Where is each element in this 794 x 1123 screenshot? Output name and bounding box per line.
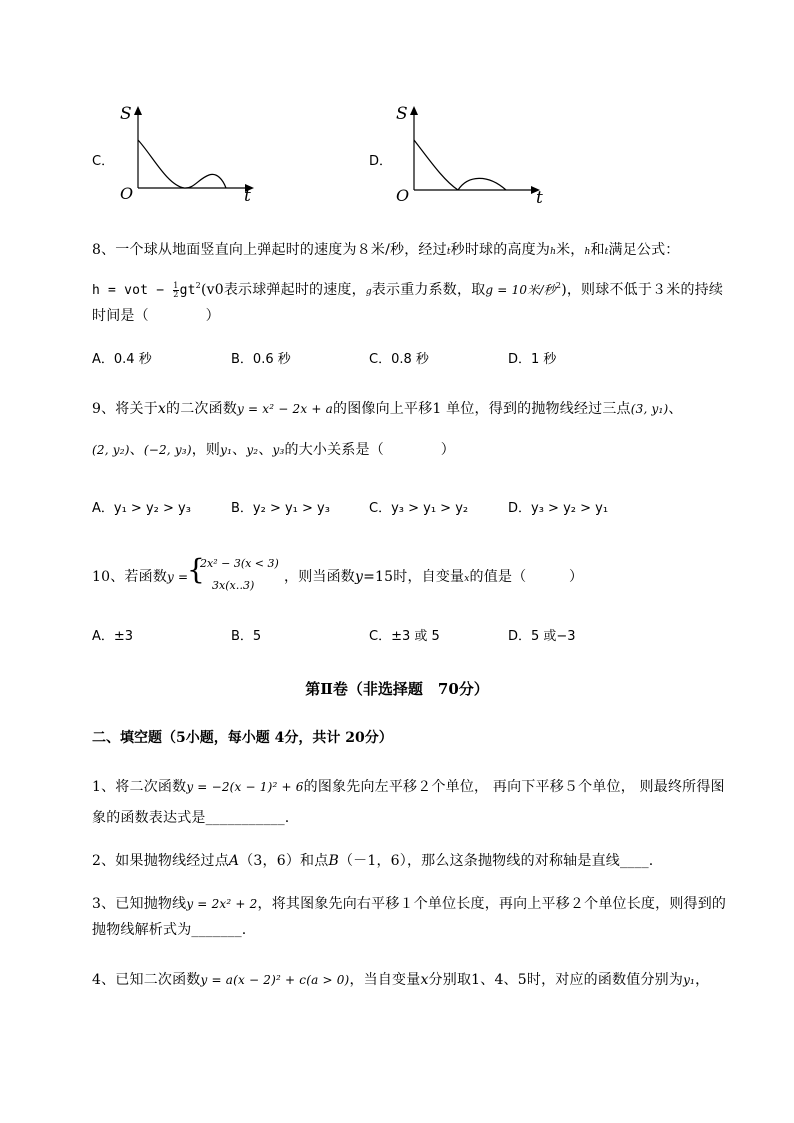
q8-fraction: $\frac{1}{2}$ xyxy=(173,280,179,299)
q10-line-end: ，则当函数y=15时，自变量x的值是（ ） xyxy=(284,569,584,585)
q9-option-a[interactable]: A．y₁ > y₂ > y₃ xyxy=(92,501,191,516)
q8-line3: 时间是（ ） xyxy=(92,308,220,324)
q8-option-b[interactable]: B．0.6 秒 xyxy=(231,352,291,367)
fill-q1-line2: 象的函数表达式是___________. xyxy=(92,810,290,826)
q9-option-c[interactable]: C．y₃ > y₁ > y₂ xyxy=(369,501,469,516)
graph-d xyxy=(388,100,548,210)
graph-c-y-arrow xyxy=(134,106,142,115)
q10-option-b[interactable]: B．5 xyxy=(231,629,262,644)
q10-case2: 3x(x‥3) xyxy=(212,579,255,592)
q9-line2: (2, y₂)、(−2, y₃)，则y₁、y₂、y₃的大小关系是（ ） xyxy=(92,442,455,458)
fill-q4-line: 4、已知二次函数y = a(x − 2)² + c(a > 0)，当自变量x分别取1、4、5时，对应的函数值分别为y₁， xyxy=(92,972,710,988)
fill-q3-line2: 抛物线解析式为_______. xyxy=(92,922,247,938)
graph-c xyxy=(112,100,262,210)
section-fill-in-heading: 二、填空题（5小题，每小题 4分，共计 20分） xyxy=(92,730,393,746)
fill-q3-line1: 3、已知抛物线y = 2x² + 2，将其图象先向右平移１个单位长度，再向上平移２个单位长度，则得到的 xyxy=(92,896,727,912)
graph-d-origin-label: O xyxy=(396,186,410,205)
q8-line1: 8、一个球从地面竖直向上弹起时的速度为８米/秒，经过t秒时球的高度为h米，h和t满足公式： xyxy=(92,242,680,258)
q10-brace: { xyxy=(187,553,205,586)
part2-title: 第Ⅱ卷（非选择题 70分） xyxy=(305,680,489,698)
q9-option-d[interactable]: D．y₃ > y₂ > y₁ xyxy=(508,501,609,516)
q8-line2: h = vot − $\frac{1}{2}$ $gt^2(v0$表示球弹起时的速度，g表示重力系数，取g = 10米/秒$^2$)，则球不低于３米的持续 xyxy=(92,280,724,299)
graph-c-curve xyxy=(138,140,226,188)
q8-option-d[interactable]: D．1 秒 xyxy=(508,352,557,367)
fill-q1-line1: 1、将二次函数y = −2(x − 1)² + 6的图象先向左平移２个单位， 再向下平移５个单位， 则最终所得图 xyxy=(92,779,725,795)
graph-c-s-label: S xyxy=(120,104,132,124)
q8-option-c[interactable]: C．0.8 秒 xyxy=(369,352,429,367)
graph-d-t-label: t xyxy=(536,188,543,208)
q10-case1: 2x² − 3(x < 3) xyxy=(200,557,279,570)
q10-option-c[interactable]: C．±3 或 5 xyxy=(369,629,440,644)
q8-option-a[interactable]: A．0.4 秒 xyxy=(92,352,152,367)
graph-d-y-arrow xyxy=(410,106,418,115)
graph-d-s-label: S xyxy=(396,104,408,124)
q10-option-a[interactable]: A．±3 xyxy=(92,629,134,644)
graph-c-t-label: t xyxy=(244,186,251,206)
fill-q2-line: 2、如果抛物线经过点A（3，6）和点B（－1，6），那么这条抛物线的对称轴是直线____. xyxy=(92,853,654,869)
q10-option-d[interactable]: D．5 或−3 xyxy=(508,629,576,644)
option-c-label: C． xyxy=(92,154,115,169)
q10-line-start: 10、若函数y = xyxy=(92,569,189,585)
option-d-label: D． xyxy=(369,154,393,169)
graph-d-curve-arch xyxy=(458,178,506,190)
q9-line1: 9、将关于x的二次函数y = x² − 2x + a的图像向上平移1 单位，得到的抛物线经过三点(3, y₁)、 xyxy=(92,401,683,417)
graph-c-origin-label: O xyxy=(120,184,134,203)
graph-d-curve-fall xyxy=(414,140,458,190)
q9-option-b[interactable]: B．y₂ > y₁ > y₃ xyxy=(231,501,330,516)
